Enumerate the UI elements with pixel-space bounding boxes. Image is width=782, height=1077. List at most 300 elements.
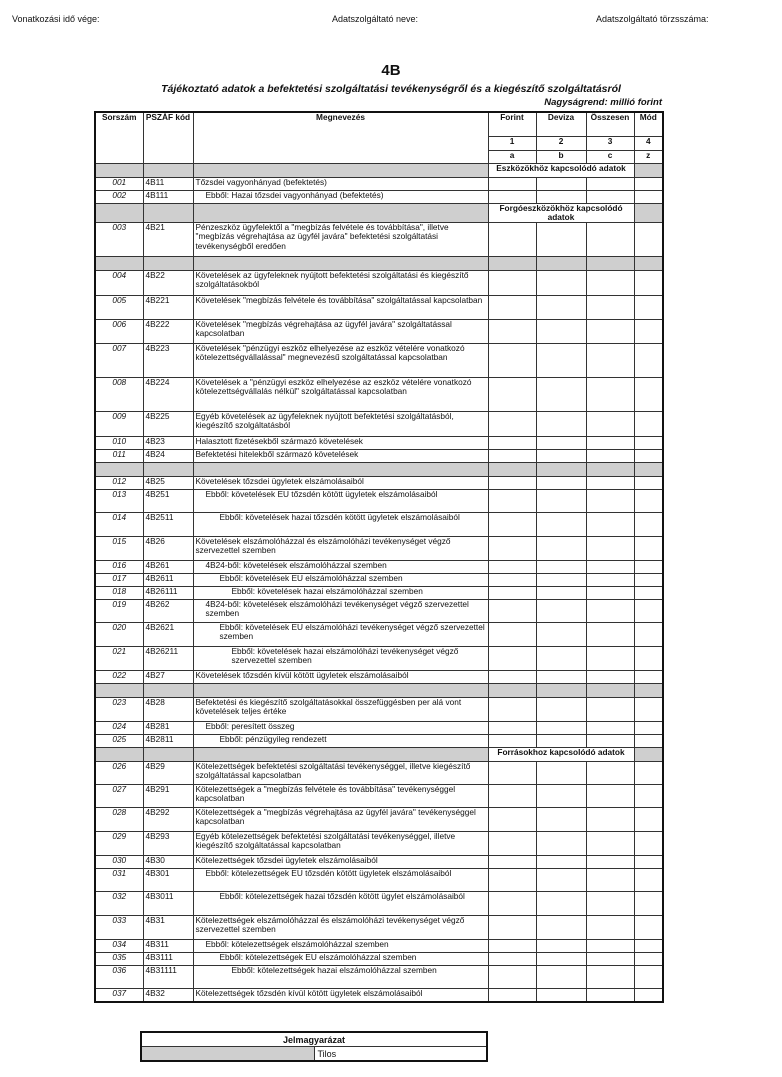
value-osszesen-cell[interactable] (586, 412, 634, 437)
value-deviza-cell[interactable] (536, 892, 586, 916)
value-deviza-cell[interactable] (536, 296, 586, 320)
value-deviza-cell[interactable] (536, 412, 586, 437)
value-mod-cell[interactable] (634, 561, 663, 574)
value-osszesen-cell[interactable] (586, 437, 634, 450)
value-forint-cell[interactable] (488, 762, 536, 785)
value-mod-cell[interactable] (634, 808, 663, 832)
value-deviza-cell[interactable] (536, 698, 586, 722)
pszaf-code: 4B3111 (143, 953, 193, 966)
value-forint-cell[interactable] (488, 722, 536, 735)
value-mod-cell[interactable] (634, 344, 663, 378)
value-deviza-cell[interactable] (536, 869, 586, 892)
gray-cell (586, 257, 634, 271)
value-mod-cell[interactable] (634, 647, 663, 671)
value-forint-cell[interactable] (488, 966, 536, 989)
value-osszesen-cell[interactable] (586, 177, 634, 190)
value-mod-cell[interactable] (634, 412, 663, 437)
value-deviza-cell[interactable] (536, 671, 586, 684)
row-description: Ebből: követelések EU tőzsdén kötött ügyletek elszámolásaiból (193, 490, 488, 513)
value-osszesen-cell[interactable] (586, 513, 634, 537)
row-number: 028 (95, 808, 143, 832)
value-deviza-cell[interactable] (536, 320, 586, 344)
value-deviza-cell[interactable] (536, 378, 586, 412)
value-deviza-cell[interactable] (536, 916, 586, 940)
table-row (95, 223, 663, 257)
value-forint-cell[interactable] (488, 916, 536, 940)
row-description: Kötelezettségek tőzsdei ügyletek elszámolásaiból (193, 856, 488, 869)
row-number: 036 (95, 966, 143, 989)
pszaf-code: 4B27 (143, 671, 193, 684)
row-number: 024 (95, 722, 143, 735)
value-forint-cell[interactable] (488, 600, 536, 623)
value-osszesen-cell[interactable] (586, 953, 634, 966)
value-forint-cell[interactable] (488, 378, 536, 412)
pszaf-code: 4B26 (143, 537, 193, 561)
table-row (95, 916, 663, 940)
value-forint-cell[interactable] (488, 271, 536, 296)
value-osszesen-cell[interactable] (586, 989, 634, 1002)
value-deviza-cell[interactable] (536, 940, 586, 953)
value-deviza-cell[interactable] (536, 344, 586, 378)
value-forint-cell[interactable] (488, 537, 536, 561)
value-deviza-cell[interactable] (536, 953, 586, 966)
value-mod-cell[interactable] (634, 671, 663, 684)
row-number: 034 (95, 940, 143, 953)
gray-cell (193, 463, 488, 477)
row-description: Ebből: követelések hazai tőzsdén kötött ügyletek elszámolásaiból (193, 513, 488, 537)
value-forint-cell[interactable] (488, 561, 536, 574)
section-label: Forgóeszközökhöz kapcsolódó adatok (488, 203, 634, 223)
row-description: Ebből: pénzügyileg rendezett (193, 735, 488, 748)
value-deviza-cell[interactable] (536, 808, 586, 832)
pszaf-code: 4B24 (143, 450, 193, 463)
value-forint-cell[interactable] (488, 989, 536, 1002)
value-mod-cell[interactable] (634, 574, 663, 587)
value-osszesen-cell[interactable] (586, 537, 634, 561)
row-description: Befektetési és kiegészítő szolgáltatásokkal összefüggésben per alá vont követelések teljes értéke (193, 698, 488, 722)
value-mod-cell[interactable] (634, 940, 663, 953)
value-mod-cell[interactable] (634, 916, 663, 940)
value-osszesen-cell[interactable] (586, 296, 634, 320)
row-description: Követelések "megbízás felvétele és továbbítása" szolgáltatással kapcsolatban (193, 296, 488, 320)
value-mod-cell[interactable] (634, 587, 663, 600)
header-osszesen: Összesen (586, 112, 634, 136)
table-row (95, 344, 663, 378)
value-osszesen-cell[interactable] (586, 940, 634, 953)
row-description: Ebből: Hazai tőzsdei vagyonhányad (befektetés) (193, 190, 488, 203)
table-row (95, 623, 663, 647)
value-osszesen-cell[interactable] (586, 378, 634, 412)
row-number: 010 (95, 437, 143, 450)
value-mod-cell[interactable] (634, 477, 663, 490)
value-deviza-cell[interactable] (536, 832, 586, 856)
table-row (95, 953, 663, 966)
unit-note: Nagyságrend: millió forint (544, 97, 662, 108)
table-row (95, 856, 663, 869)
row-description: Ebből: kötelezettségek EU elszámolóházzal szemben (193, 953, 488, 966)
value-deviza-cell[interactable] (536, 437, 586, 450)
table-row (95, 989, 663, 1002)
row-number: 012 (95, 477, 143, 490)
value-deviza-cell[interactable] (536, 989, 586, 1002)
gray-cell (536, 463, 586, 477)
table-row (95, 190, 663, 203)
pszaf-code: 4B11 (143, 177, 193, 190)
row-number: 027 (95, 785, 143, 808)
value-forint-cell[interactable] (488, 574, 536, 587)
table-row (95, 574, 663, 587)
value-osszesen-cell[interactable] (586, 271, 634, 296)
row-description: Tőzsdei vagyonhányad (befektetés) (193, 177, 488, 190)
value-deviza-cell[interactable] (536, 735, 586, 748)
value-forint-cell[interactable] (488, 320, 536, 344)
pszaf-code: 4B291 (143, 785, 193, 808)
row-description: Ebből: kötelezettségek hazai tőzsdén kötött ügylet elszámolásaiból (193, 892, 488, 916)
table-row (95, 698, 663, 722)
value-forint-cell[interactable] (488, 296, 536, 320)
value-forint-cell[interactable] (488, 785, 536, 808)
value-osszesen-cell[interactable] (586, 344, 634, 378)
legend-gray-swatch (141, 1047, 314, 1062)
row-number: 011 (95, 450, 143, 463)
section-row (95, 748, 663, 762)
pszaf-code: 4B30 (143, 856, 193, 869)
value-forint-cell[interactable] (488, 437, 536, 450)
value-mod-cell[interactable] (634, 437, 663, 450)
value-deviza-cell[interactable] (536, 477, 586, 490)
gray-cell (143, 684, 193, 698)
col-number: 2 (536, 136, 586, 150)
value-forint-cell[interactable] (488, 450, 536, 463)
legend-table (140, 1031, 488, 1062)
gray-cell (488, 463, 536, 477)
header-sorszam: Sorszám (95, 112, 143, 163)
pszaf-code: 4B225 (143, 412, 193, 437)
value-osszesen-cell[interactable] (586, 808, 634, 832)
value-forint-cell[interactable] (488, 698, 536, 722)
reporting-period-label: Vonatkozási idő vége: (12, 14, 100, 24)
value-osszesen-cell[interactable] (586, 490, 634, 513)
value-mod-cell[interactable] (634, 223, 663, 257)
value-deviza-cell[interactable] (536, 623, 586, 647)
pszaf-code: 4B301 (143, 869, 193, 892)
pszaf-code: 4B21 (143, 223, 193, 257)
pszaf-code: 4B2511 (143, 513, 193, 537)
value-deviza-cell[interactable] (536, 856, 586, 869)
pszaf-code: 4B2611 (143, 574, 193, 587)
value-osszesen-cell[interactable] (586, 600, 634, 623)
row-number: 001 (95, 177, 143, 190)
row-description: Kötelezettségek a "megbízás végrehajtása az ügyfél javára" tevékenységgel kapcsolatban (193, 808, 488, 832)
separator-row (95, 684, 663, 698)
value-mod-cell[interactable] (634, 698, 663, 722)
section-gray-cell (634, 748, 663, 762)
value-forint-cell[interactable] (488, 344, 536, 378)
value-osszesen-cell[interactable] (586, 916, 634, 940)
value-mod-cell[interactable] (634, 856, 663, 869)
row-number: 019 (95, 600, 143, 623)
gray-cell (193, 257, 488, 271)
value-forint-cell[interactable] (488, 892, 536, 916)
value-forint-cell[interactable] (488, 223, 536, 257)
pszaf-code: 4B281 (143, 722, 193, 735)
gray-cell (634, 463, 663, 477)
row-number: 016 (95, 561, 143, 574)
value-forint-cell[interactable] (488, 940, 536, 953)
value-mod-cell[interactable] (634, 513, 663, 537)
col-number: 1 (488, 136, 536, 150)
gray-cell (488, 257, 536, 271)
value-forint-cell[interactable] (488, 587, 536, 600)
row-number: 003 (95, 223, 143, 257)
section-label: Eszközökhöz kapcsolódó adatok (488, 163, 634, 177)
value-deviza-cell[interactable] (536, 490, 586, 513)
value-forint-cell[interactable] (488, 869, 536, 892)
pszaf-code: 4B311 (143, 940, 193, 953)
value-forint-cell[interactable] (488, 623, 536, 647)
value-mod-cell[interactable] (634, 190, 663, 203)
table-row (95, 477, 663, 490)
table-row (95, 513, 663, 537)
row-number: 029 (95, 832, 143, 856)
row-number: 004 (95, 271, 143, 296)
value-mod-cell[interactable] (634, 869, 663, 892)
gray-cell (143, 463, 193, 477)
form-code: 4B (381, 62, 401, 79)
value-forint-cell[interactable] (488, 490, 536, 513)
value-mod-cell[interactable] (634, 892, 663, 916)
row-number: 018 (95, 587, 143, 600)
value-deviza-cell[interactable] (536, 762, 586, 785)
value-osszesen-cell[interactable] (586, 856, 634, 869)
section-gray-cell (95, 748, 143, 762)
pszaf-code: 4B223 (143, 344, 193, 378)
value-osszesen-cell[interactable] (586, 320, 634, 344)
row-number: 005 (95, 296, 143, 320)
value-osszesen-cell[interactable] (586, 966, 634, 989)
value-forint-cell[interactable] (488, 412, 536, 437)
value-osszesen-cell[interactable] (586, 477, 634, 490)
row-number: 033 (95, 916, 143, 940)
value-osszesen-cell[interactable] (586, 892, 634, 916)
section-gray-cell (634, 163, 663, 177)
row-description: 4B24-ből: követelések elszámolóházi tevékenységet végző szervezettel szemben (193, 600, 488, 623)
value-osszesen-cell[interactable] (586, 623, 634, 647)
value-mod-cell[interactable] (634, 735, 663, 748)
value-forint-cell[interactable] (488, 190, 536, 203)
value-osszesen-cell[interactable] (586, 450, 634, 463)
pszaf-code: 4B31111 (143, 966, 193, 989)
value-mod-cell[interactable] (634, 762, 663, 785)
gray-cell (634, 684, 663, 698)
value-forint-cell[interactable] (488, 671, 536, 684)
value-mod-cell[interactable] (634, 785, 663, 808)
value-mod-cell[interactable] (634, 490, 663, 513)
row-description: Követelések "megbízás végrehajtása az ügyfél javára" szolgáltatással kapcsolatban (193, 320, 488, 344)
row-description: Kötelezettségek befektetési szolgáltatási tevékenységgel, illetve kiegészítő szolgáltatással kapcsolatban (193, 762, 488, 785)
value-deviza-cell[interactable] (536, 785, 586, 808)
value-osszesen-cell[interactable] (586, 785, 634, 808)
value-mod-cell[interactable] (634, 296, 663, 320)
table-row (95, 271, 663, 296)
table-row (95, 437, 663, 450)
row-description: Követelések tőzsdei ügyletek elszámolásaiból (193, 477, 488, 490)
col-number: 3 (586, 136, 634, 150)
row-number: 026 (95, 762, 143, 785)
col-letter: b (536, 150, 586, 163)
value-mod-cell[interactable] (634, 600, 663, 623)
pszaf-code: 4B293 (143, 832, 193, 856)
col-number: 4 (634, 136, 663, 150)
table-header (95, 112, 663, 163)
value-forint-cell[interactable] (488, 647, 536, 671)
value-deviza-cell[interactable] (536, 966, 586, 989)
gray-cell (488, 684, 536, 698)
value-deviza-cell[interactable] (536, 450, 586, 463)
value-deviza-cell[interactable] (536, 600, 586, 623)
row-number: 021 (95, 647, 143, 671)
value-deviza-cell[interactable] (536, 722, 586, 735)
section-gray-cell (193, 163, 488, 177)
value-forint-cell[interactable] (488, 513, 536, 537)
col-letter: a (488, 150, 536, 163)
value-osszesen-cell[interactable] (586, 587, 634, 600)
section-row (95, 203, 663, 223)
table-row (95, 762, 663, 785)
row-number: 032 (95, 892, 143, 916)
value-deviza-cell[interactable] (536, 537, 586, 561)
value-mod-cell[interactable] (634, 989, 663, 1002)
value-mod-cell[interactable] (634, 450, 663, 463)
value-osszesen-cell[interactable] (586, 223, 634, 257)
value-mod-cell[interactable] (634, 177, 663, 190)
row-number: 020 (95, 623, 143, 647)
pszaf-code: 4B2811 (143, 735, 193, 748)
value-mod-cell[interactable] (634, 832, 663, 856)
gray-cell (586, 684, 634, 698)
table-body (95, 163, 663, 1002)
row-description: Befektetési hitelekből származó követelések (193, 450, 488, 463)
separator-row (95, 463, 663, 477)
gray-cell (95, 257, 143, 271)
row-description: Követelések elszámolóházzal és elszámolóházi tevékenységet végző szervezettel szemben (193, 537, 488, 561)
row-number: 009 (95, 412, 143, 437)
value-deviza-cell[interactable] (536, 223, 586, 257)
row-description: Pénzeszköz ügyfelektől a "megbízás felvétele és továbbítása", illetve "megbízás végrehajtása az ügyfél javára" befektetési szolgáltatási tevékenységből eredően (193, 223, 488, 257)
value-osszesen-cell[interactable] (586, 698, 634, 722)
table-row (95, 808, 663, 832)
value-osszesen-cell[interactable] (586, 762, 634, 785)
pszaf-code: 4B25 (143, 477, 193, 490)
value-deviza-cell[interactable] (536, 190, 586, 203)
row-number: 013 (95, 490, 143, 513)
pszaf-code: 4B224 (143, 378, 193, 412)
table-row (95, 490, 663, 513)
value-osszesen-cell[interactable] (586, 574, 634, 587)
value-osszesen-cell[interactable] (586, 647, 634, 671)
section-gray-cell (95, 203, 143, 223)
value-osszesen-cell[interactable] (586, 561, 634, 574)
table-row (95, 869, 663, 892)
value-forint-cell[interactable] (488, 735, 536, 748)
value-osszesen-cell[interactable] (586, 832, 634, 856)
value-deviza-cell[interactable] (536, 513, 586, 537)
value-deviza-cell[interactable] (536, 587, 586, 600)
value-forint-cell[interactable] (488, 177, 536, 190)
row-description: Ebből: követelések EU elszámolóházzal szemben (193, 574, 488, 587)
value-forint-cell[interactable] (488, 832, 536, 856)
table-row (95, 600, 663, 623)
gray-cell (536, 684, 586, 698)
table-row (95, 785, 663, 808)
value-mod-cell[interactable] (634, 271, 663, 296)
value-mod-cell[interactable] (634, 966, 663, 989)
row-description: Követelések "pénzügyi eszköz elhelyezése az eszköz vételére vonatkozó kötelezettségvállalással" megnevezésű szolgáltatással kapcsolatban (193, 344, 488, 378)
value-deviza-cell[interactable] (536, 177, 586, 190)
gray-cell (536, 257, 586, 271)
row-description: Halasztott fizetésekből származó követelések (193, 437, 488, 450)
row-number: 037 (95, 989, 143, 1002)
gray-cell (586, 463, 634, 477)
legend-label: Tilos (314, 1047, 487, 1062)
header-mod: Mód (634, 112, 663, 136)
table-row (95, 892, 663, 916)
section-label: Forrásokhoz kapcsolódó adatok (488, 748, 634, 762)
value-forint-cell[interactable] (488, 808, 536, 832)
row-number: 007 (95, 344, 143, 378)
value-mod-cell[interactable] (634, 722, 663, 735)
row-number: 023 (95, 698, 143, 722)
value-forint-cell[interactable] (488, 477, 536, 490)
value-mod-cell[interactable] (634, 320, 663, 344)
value-osszesen-cell[interactable] (586, 722, 634, 735)
row-description: Ebből: kötelezettségek elszámolóházzal szemben (193, 940, 488, 953)
table-row (95, 296, 663, 320)
pszaf-code: 4B3011 (143, 892, 193, 916)
pszaf-code: 4B26111 (143, 587, 193, 600)
value-deviza-cell[interactable] (536, 647, 586, 671)
table-row (95, 537, 663, 561)
row-description: Egyéb kötelezettségek befektetési szolgáltatási tevékenységgel, illetve kiegészítő szolgáltatással kapcsolatban (193, 832, 488, 856)
value-deviza-cell[interactable] (536, 574, 586, 587)
section-gray-cell (193, 203, 488, 223)
value-deviza-cell[interactable] (536, 561, 586, 574)
value-forint-cell[interactable] (488, 856, 536, 869)
header-megnevezes: Megnevezés (193, 112, 488, 163)
col-letter: c (586, 150, 634, 163)
table-row (95, 561, 663, 574)
value-osszesen-cell[interactable] (586, 671, 634, 684)
section-gray-cell (143, 203, 193, 223)
section-gray-cell (634, 203, 663, 223)
value-forint-cell[interactable] (488, 953, 536, 966)
value-osszesen-cell[interactable] (586, 735, 634, 748)
value-osszesen-cell[interactable] (586, 869, 634, 892)
table-row (95, 940, 663, 953)
row-description: 4B24-ből: követelések elszámolóházzal szemben (193, 561, 488, 574)
value-osszesen-cell[interactable] (586, 190, 634, 203)
pszaf-code: 4B23 (143, 437, 193, 450)
value-mod-cell[interactable] (634, 378, 663, 412)
pszaf-code: 4B262 (143, 600, 193, 623)
table-row (95, 966, 663, 989)
table-row (95, 722, 663, 735)
value-deviza-cell[interactable] (536, 271, 586, 296)
value-mod-cell[interactable] (634, 537, 663, 561)
value-mod-cell[interactable] (634, 623, 663, 647)
pszaf-code: 4B261 (143, 561, 193, 574)
value-mod-cell[interactable] (634, 953, 663, 966)
